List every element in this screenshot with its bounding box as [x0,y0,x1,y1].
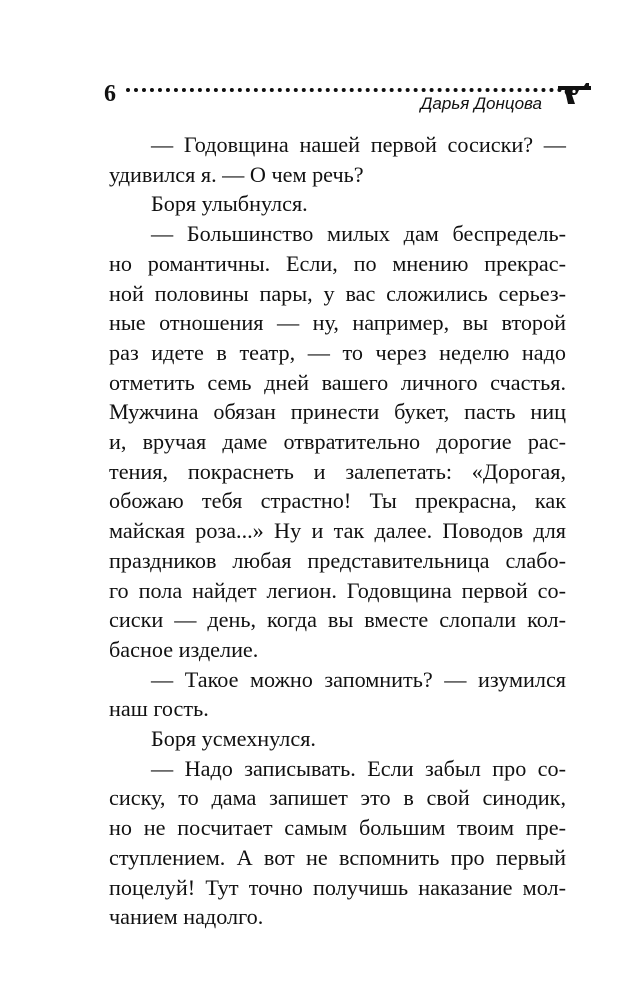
text-line: но романтичны. Если, по мнению прекрас- [109,250,566,276]
text-line: го пола найдет легион. Годовщина первой со- [109,577,566,603]
text-line: — Годовщина нашей первой сосиски? — [151,132,566,157]
running-header [104,78,592,118]
text-line: сиски — день, когда вы вместе слопали кол- [109,607,566,633]
text-line: обожаю тебя страстно! Ты прекрасна, как [109,488,566,514]
text-line: Мужчина обязан принести букет, пасть ниц [109,399,566,425]
text-line: ные отношения — ну, например, вы второй [109,310,566,336]
text-line: сиску, то дама запишет это в свой синодик, [109,785,566,811]
text-line: но не посчитает самым большим твоим пре- [109,815,566,841]
paragraph [109,665,566,724]
revolver-icon [556,80,592,106]
text-line: раз идете в театр, — то через неделю надо [109,339,566,365]
paragraph [109,724,566,754]
text-line: майская роза...» Ну и так далее. Поводов для [109,518,566,544]
paragraph [109,130,566,189]
text-line: чанием надолго. [109,904,264,930]
text-line: ной половины пары, у вас сложились серьез- [109,280,566,306]
text-line: — Такое можно запомнить? — изумился [151,666,566,692]
paragraph [109,219,566,665]
author-name: Дарья Донцова [420,94,542,113]
text-line: — Большинство милых дам беспредель- [151,221,566,247]
text-line: тения, покраснеть и залепетать: «Дорогая, [109,458,566,484]
text-line: ступлением. А вот не вспомнить про первый [109,844,566,870]
text-line: басное изделие. [109,636,259,662]
page-body [109,130,566,932]
text-line: и, вручая даме отвратительно дорогие рас- [109,429,566,455]
text-line: удивился я. — О чем речь? [109,161,364,187]
paragraph [109,754,566,932]
text-line: наш гость. [109,696,209,722]
text-line: поцелуй! Тут точно получишь наказание мол- [109,874,566,900]
paragraph [109,189,566,219]
dotted-rule [126,88,562,92]
text-line: — Надо записывать. Если забыл про со- [151,755,566,781]
text-line: праздников любая представительница слабо- [109,547,566,573]
text-line: Боря улыбнулся. [151,191,308,217]
page-number: 6 [104,81,116,107]
text-line: Боря усмехнулся. [151,726,316,752]
text-line: отметить семь дней вашего личного счастья. [109,369,566,395]
